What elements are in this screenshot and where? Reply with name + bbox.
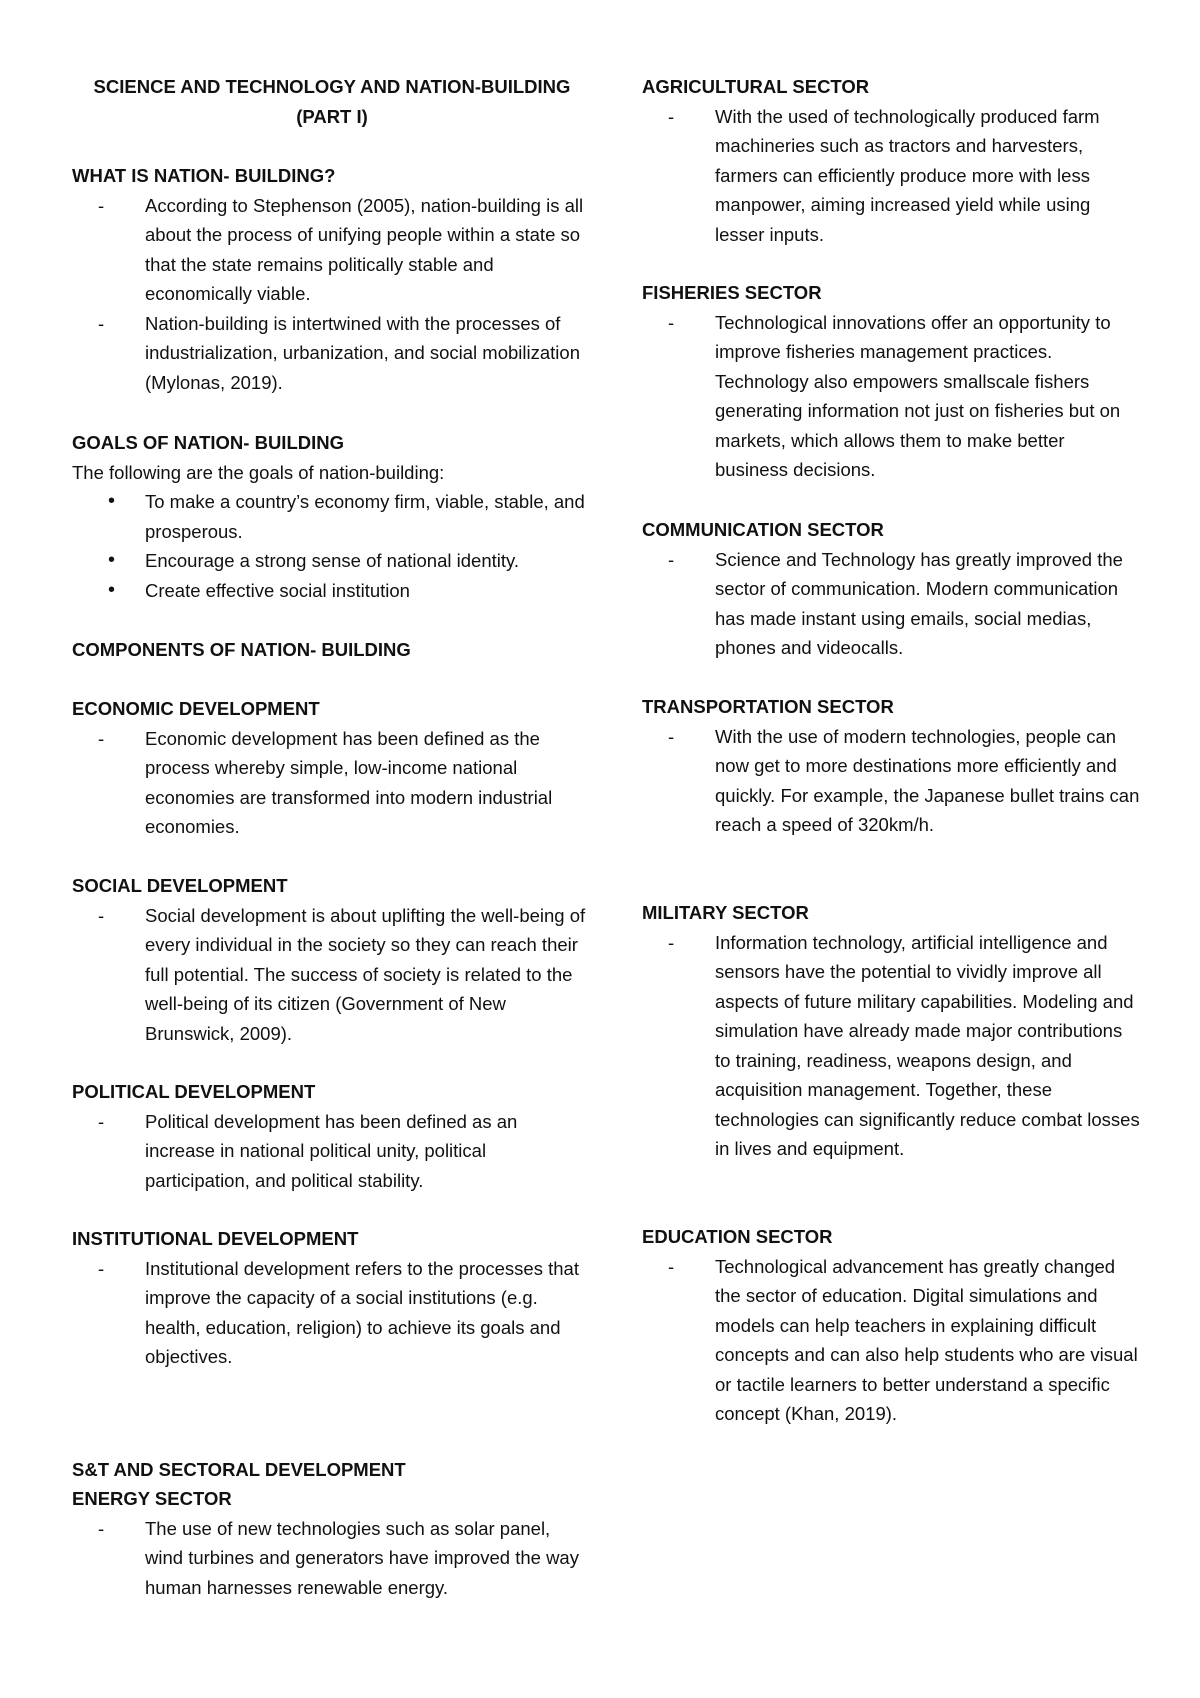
subsection-heading: FISHERIES SECTOR — [642, 282, 822, 303]
list-item: • Create effective social institution — [72, 576, 592, 606]
dash-list — [642, 1252, 1142, 1429]
dash-list — [72, 1254, 592, 1372]
subsection-heading: INSTITUTIONAL DEVELOPMENT — [72, 1228, 359, 1249]
subsection-heading: ECONOMIC DEVELOPMENT — [72, 698, 320, 719]
list-item: - With the used of technologically produced farm machineries such as tractors and harvesters, farmers can efficiently produce more with less manpower, aiming increased yield while using lesser inputs. — [642, 102, 1142, 250]
document-title — [72, 72, 592, 131]
subsection-heading: MILITARY SECTOR — [642, 902, 809, 923]
section-economic — [72, 694, 592, 842]
section-transportation — [642, 692, 1142, 840]
dash-list — [72, 1514, 592, 1603]
components-heading: COMPONENTS OF NATION- BUILDING — [72, 639, 411, 660]
section-agricultural — [642, 72, 1142, 249]
section-what-is — [72, 161, 592, 397]
subsection-heading: EDUCATION SECTOR — [642, 1226, 833, 1247]
list-item: - Political development has been defined as an increase in national political unity, political participation, and political stability. — [72, 1107, 592, 1196]
section-social — [72, 871, 592, 1048]
dash-list — [642, 928, 1142, 1164]
list-item: - With the use of modern technologies, people can now get to more destinations more efficiently and quickly. For example, the Japanese bullet trains can reach a speed of 320km/h. — [642, 722, 1142, 840]
section-heading: WHAT IS NATION- BUILDING? — [72, 165, 336, 186]
section-fisheries — [642, 278, 1142, 485]
dash-list — [642, 545, 1142, 663]
list-item: • To make a country’s economy firm, viable, stable, and prosperous. — [72, 487, 592, 546]
list-item: - Technological innovations offer an opportunity to improve fisheries management practices. Technology also empowers smallscale fishers generating information not just on fisheries but on markets, which allows them to make better business decisions. — [642, 308, 1142, 485]
section-heading: GOALS OF NATION- BUILDING — [72, 432, 344, 453]
list-item: - Social development is about uplifting the well-being of every individual in the society so they can reach their full potential. The success of society is related to the well-being of its citizen (Government of New Brunswick, 2009). — [72, 901, 592, 1049]
subsection-heading: COMMUNICATION SECTOR — [642, 519, 884, 540]
section-institutional — [72, 1224, 592, 1372]
dash-list — [72, 1107, 592, 1196]
subsection-heading: TRANSPORTATION SECTOR — [642, 696, 894, 717]
subsection-heading: POLITICAL DEVELOPMENT — [72, 1081, 316, 1102]
section-intro: The following are the goals of nation-building: — [72, 461, 445, 483]
section-goals — [72, 428, 592, 605]
dash-list — [72, 724, 592, 842]
section-political — [72, 1077, 592, 1195]
title-line-1: SCIENCE AND TECHNOLOGY AND NATION-BUILDING — [93, 76, 571, 97]
bullet-list — [72, 487, 592, 605]
subsection-heading: SOCIAL DEVELOPMENT — [72, 875, 288, 896]
dash-list — [72, 901, 592, 1049]
section-energy — [72, 1484, 592, 1602]
sectoral-heading: S&T AND SECTORAL DEVELOPMENT — [72, 1459, 406, 1480]
dash-list — [642, 102, 1142, 250]
dash-list — [72, 191, 592, 398]
section-education — [642, 1222, 1142, 1429]
subsection-heading: AGRICULTURAL SECTOR — [642, 76, 870, 97]
list-item: - Information technology, artificial intelligence and sensors have the potential to vividly improve all aspects of future military capabilities. Modeling and simulation have already made major contributions to training, readiness, weapons design, and acquisition management. Together, these technologies can significantly reduce combat losses in lives and equipment. — [642, 928, 1142, 1164]
list-item: - Economic development has been defined as the process whereby simple, low-income national economies are transformed into modern industrial economies. — [72, 724, 592, 842]
list-item: • Encourage a strong sense of national identity. — [72, 546, 592, 576]
dash-list — [642, 722, 1142, 840]
title-line-2: (PART I) — [296, 105, 368, 127]
list-item: - Technological advancement has greatly changed the sector of education. Digital simulations and models can help teachers in explaining difficult concepts and can also help students who are visual or tactile learners to better understand a specific concept (Khan, 2019). — [642, 1252, 1142, 1429]
section-communication — [642, 515, 1142, 663]
subsection-heading: ENERGY SECTOR — [72, 1488, 232, 1509]
list-item: - The use of new technologies such as solar panel, wind turbines and generators have improved the way human harnesses renewable energy. — [72, 1514, 592, 1603]
list-item: - Nation-building is intertwined with the processes of industrialization, urbanization, and social mobilization (Mylonas, 2019). — [72, 309, 592, 398]
list-item: - Institutional development refers to the processes that improve the capacity of a social institutions (e.g. health, education, religion) to achieve its goals and objectives. — [72, 1254, 592, 1372]
list-item: - According to Stephenson (2005), nation-building is all about the process of unifying people within a state so that the state remains politically stable and economically viable. — [72, 191, 592, 309]
section-military — [642, 898, 1142, 1164]
dash-list — [642, 308, 1142, 485]
list-item: - Science and Technology has greatly improved the sector of communication. Modern communication has made instant using emails, social medias, phones and videocalls. — [642, 545, 1142, 663]
